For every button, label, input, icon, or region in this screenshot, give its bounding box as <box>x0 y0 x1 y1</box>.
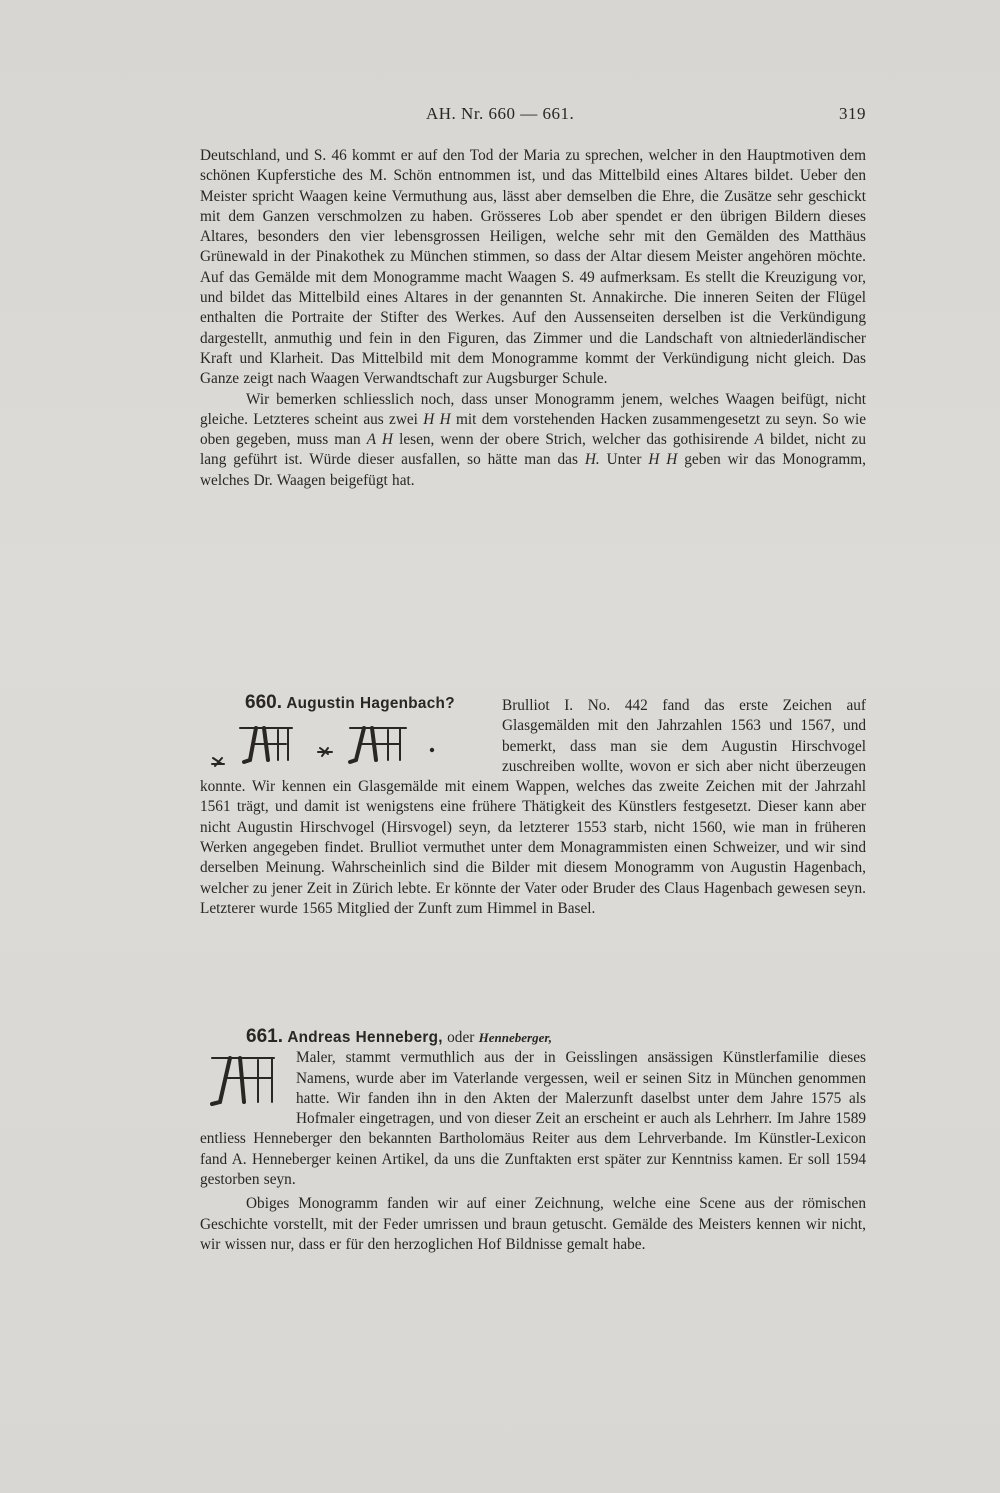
entry-661-text: Maler, stammt vermuthlich aus der in Geisslingen ansässigen Künstlerfamilie dieses Namens, wurde aber im Vaterlande vergessen, weil er seinen Sitz in München genommen hatte. Wir fanden ihn in den Akten der Malerzunft daselbst unter dem Jahre 1575 als Hofmaler eingetragen, und von dieser Zeit an erscheint er auch als Lehrherr. Im Jahre 1589 entliess Henneberger den bekannten Bartholomäus Reiter aus dem Lehrverbande. Im Künstler-Lexicon fand A. Henneberger keinen Artikel, da uns die Zunftakten erst später zur Kenntniss kamen. Er soll 1594 gestorben seyn. <box>200 1049 866 1189</box>
header-title: AH. Nr. 660 — 661. <box>426 104 575 123</box>
letter-h: H. <box>584 451 600 469</box>
letter-a: A <box>754 431 764 449</box>
entry-661-intro <box>200 1027 866 1048</box>
monogram-ah: A H <box>366 431 393 449</box>
entry-660 <box>200 692 866 919</box>
entry-660-text: Brulliot I. No. 442 fand das erste Zeichen auf Glasgemälden mit den Jahrzahlen 1563 und 1567, und bemerkt, dass man sie dem Augustin Hirschvogel zuschreiben wollte, wovon er sich aber nicht überzeugen konnte. Wir kennen ein Glasgemälde mit einem Wappen, welches das zweite Zeichen mit der Jahrzahl 1561 trägt, und damit ist wenigstens eine frühere Thätigkeit des Künstlers festgesetzt. Dieser kann aber nicht Augustin Hirschvogel (Hirsvogel) seyn, da letzterer 1553 starb, nicht 1560, wie man in früheren Werken angegeben findet. Brulliot vermuthet unter dem Monagrammisten einen Schweizer, und wir sind derselben Meinung. Wahrscheinlich sind die Bilder mit diesem Monogramm von Augustin Hagenbach, welcher zu jener Zeit in Zürich lebte. Er könnte der Vater oder Bruder des Claus Hagenbach gewesen seyn. Letzterer wurde 1565 Mitglied der Zunft zum Himmel in Basel. <box>200 697 866 917</box>
monogram-hh-2: H H <box>648 451 678 469</box>
entry-661-number: 661. <box>246 1026 283 1047</box>
monogram-hh-1: H H <box>423 410 451 428</box>
page-number: 319 <box>839 104 866 123</box>
entry-661 <box>200 1027 866 1255</box>
monogram-ah-figures <box>200 698 488 778</box>
entry-661-alias: Henneberger, <box>478 1030 552 1045</box>
entry-661-monogram-block <box>200 1052 288 1114</box>
entry-661-name: Andreas Henneberg, <box>287 1029 443 1046</box>
entry-660-number: 660. <box>245 692 282 713</box>
monogram-ah-henneberg <box>200 1052 288 1114</box>
running-header <box>200 104 866 134</box>
entry-660-heading-block <box>200 692 488 774</box>
body-text-top <box>200 146 866 491</box>
paragraph-continued: Deutschland, und S. 46 kommt er auf den Tod der Maria zu sprechen, welcher in den Hauptmotiven dem schönen Kupferstiche des M. Schön entnommen ist, und das Mittelbild eines Altares bildet. Ueber den Meister spricht Waagen keine Vermuthung aus, lässt aber demselben die Ehre, die Zusätze sehr geschickt mit dem Ganzen verschmolzen zu haben. Grösseres Lob aber spendet er den übrigen Bildern dieses Altares, besonders den vier lebensgrossen Heiligen, welche sehr mit den Gemälden des Matthäus Grünewald in der Pinakothek zu München stimmen, so dass der Altar diesem Meister angehören möchte. Auf das Gemälde mit dem Monogramme macht Waagen S. 49 aufmerksam. Es stellt die Kreuzigung vor, und bildet das Mittelbild eines Altares in der genannten St. Annakirche. Die inneren Seiten der Flügel enthalten die Portraite der Stifter des Werkes. Auf den Aussenseiten derselben ist die Verkündigung dargestellt, anmuthig und fein in den Figuren, das Zimmer und die Landschaft von altniederländischer Kraft und Klarheit. Das Mittelbild mit dem Monogramme kommt der Verkündigung nicht gleich. Das Ganze zeigt nach Waagen Verwandtschaft zur Augsburger Schule. <box>200 147 866 388</box>
paragraph-monogram-comparison: Wir bemerken schliesslich noch, dass unser Monogramm jenem, welches Waagen beifügt, nicht gleiche. Letzteres scheint aus zwei H H mit dem vorstehenden Hacken zusammengesetzt zu seyn. So wie oben gegeben, muss man A H lesen, wenn der obere Strich, welcher das gothisirende A bildet, nicht zu lang geführt ist. Würde dieser ausfallen, so hätte man das H. Unter H H geben wir das Monogramm, welches Dr. Waagen beigefügt hat. <box>200 390 867 489</box>
entry-661-paragraph-2: Obiges Monogramm fanden wir auf einer Zeichnung, welche eine Scene aus der römischen Geschichte vorstellt, mit der Feder umrissen und braun getuscht. Gemälde des Meisters kennen wir nicht, wir wissen nur, dass er für den herzoglichen Hof Bildnisse gemalt habe. <box>200 1195 866 1253</box>
entry-660-name: Augustin Hagenbach? <box>286 695 455 712</box>
entry-661-alias-prefix: oder <box>447 1029 475 1046</box>
